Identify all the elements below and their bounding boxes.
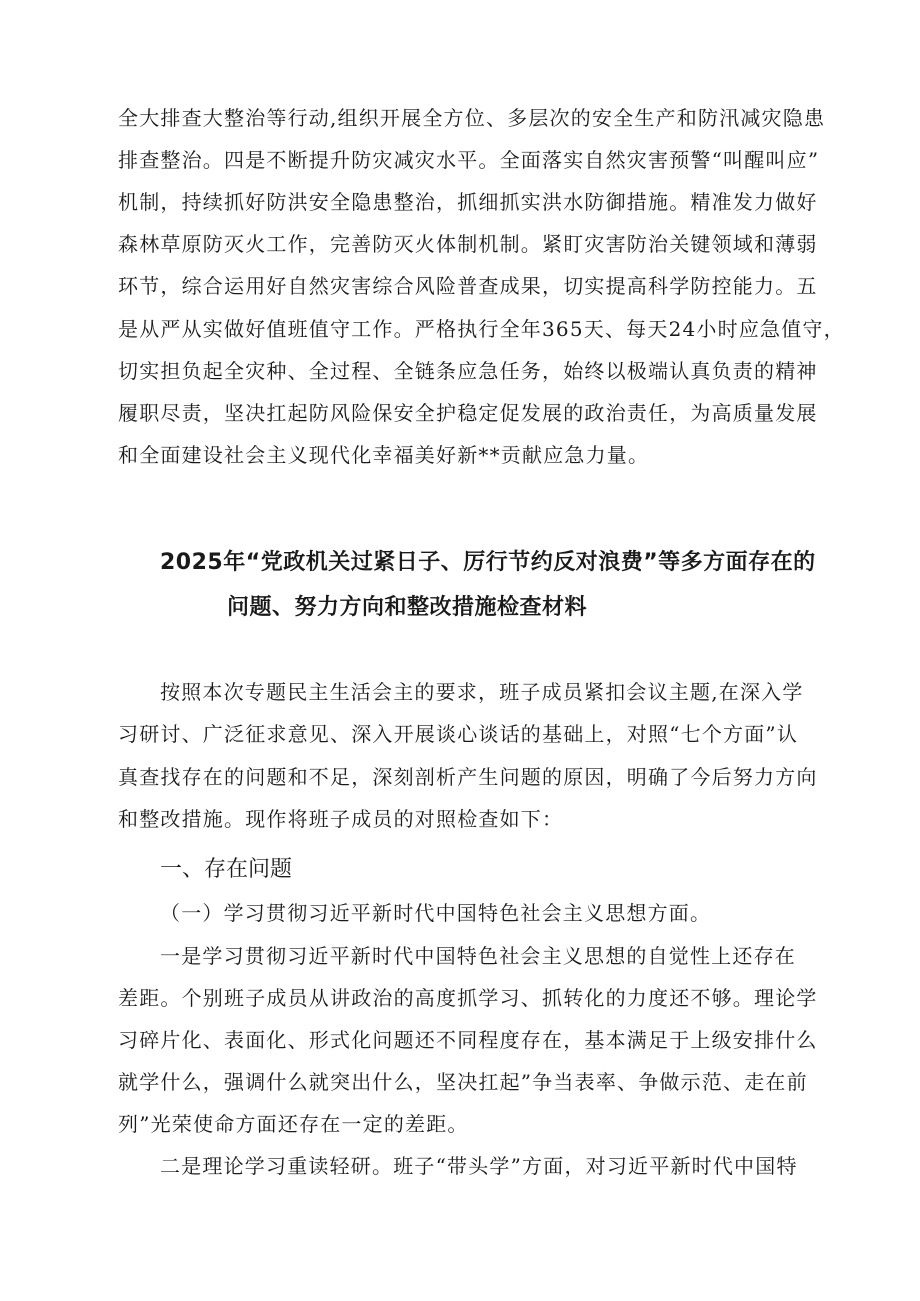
paragraph-line: 全大排查大整治等行动,组织开展全方位、多层次的安全生产和防汛减灾隐患 xyxy=(118,106,826,130)
subsection-heading: （一）学习贯彻习近平新时代中国特色社会主义思想方面。 xyxy=(160,901,712,925)
paragraph-line: 习研讨、广泛征求意见、深入开展谈心谈话的基础上，对照“七个方面”认 xyxy=(118,722,799,746)
paragraph-line: 差距。个别班子成员从讲政治的高度抓学习、抓转化的力度还不够。理论学 xyxy=(118,986,818,1010)
paragraph-line: 二是理论学习重读轻研。班子“带头学”方面，对习近平新时代中国特 xyxy=(160,1154,798,1178)
paragraph-line: 一是学习贯彻习近平新时代中国特色社会主义思想的自觉性上还存在 xyxy=(160,944,796,968)
paragraph-line: 排查整治。四是不断提升防灾减灾水平。全面落实自然灾害预警“叫醒叫应” xyxy=(118,148,820,172)
paragraph-line: 是从严从实做好值班值守工作。严格执行全年365天、每天24小时应急值守， xyxy=(118,317,845,341)
paragraph-line: 和整改措施。现作将班子成员的对照检查如下： xyxy=(118,807,564,831)
title-line-2: 问题、努力方向和整改措施检查材料 xyxy=(227,595,588,620)
title-line-1: 2025年“党政机关过紧日子、厉行节约反对浪费”等多方面存在的 xyxy=(160,550,816,575)
paragraph-line: 机制，持续抓好防洪安全隐患整治，抓细抓实洪水防御措施。精准发力做好 xyxy=(118,190,818,214)
section-heading: 一、存在问题 xyxy=(160,857,293,882)
paragraph-line: 森林草原防灭火工作，完善防灭火体制机制。紧盯灾害防治关键领域和薄弱 xyxy=(118,232,818,256)
paragraph-line: 真查找存在的问题和不足，深刻剖析产生问题的原因，明确了今后努力方向 xyxy=(118,765,818,789)
paragraph-line: 列”光荣使命方面还存在一定的差距。 xyxy=(118,1112,469,1136)
paragraph-line: 切实担负起全灾种、全过程、全链条应急任务，始终以极端认真负责的精神 xyxy=(118,359,818,383)
paragraph-line: 和全面建设社会主义现代化幸福美好新**贡献应急力量。 xyxy=(118,443,650,467)
paragraph-line: 履职尽责，坚决扛起防风险保安全护稳定促发展的政治责任，为高质量发展 xyxy=(118,401,818,425)
paragraph-line: 按照本次专题民主生活会主的要求，班子成员紧扣会议主题,在深入学 xyxy=(160,680,804,704)
paragraph-line: 就学什么，强调什么就突出什么，坚决扛起”争当表率、争做示范、走在前 xyxy=(118,1070,808,1094)
paragraph-line: 环节，综合运用好自然灾害综合风险普查成果，切实提高科学防控能力。五 xyxy=(118,274,818,298)
paragraph-line: 习碎片化、表面化、形式化问题还不同程度存在，基本满足于上级安排什么 xyxy=(118,1028,818,1052)
